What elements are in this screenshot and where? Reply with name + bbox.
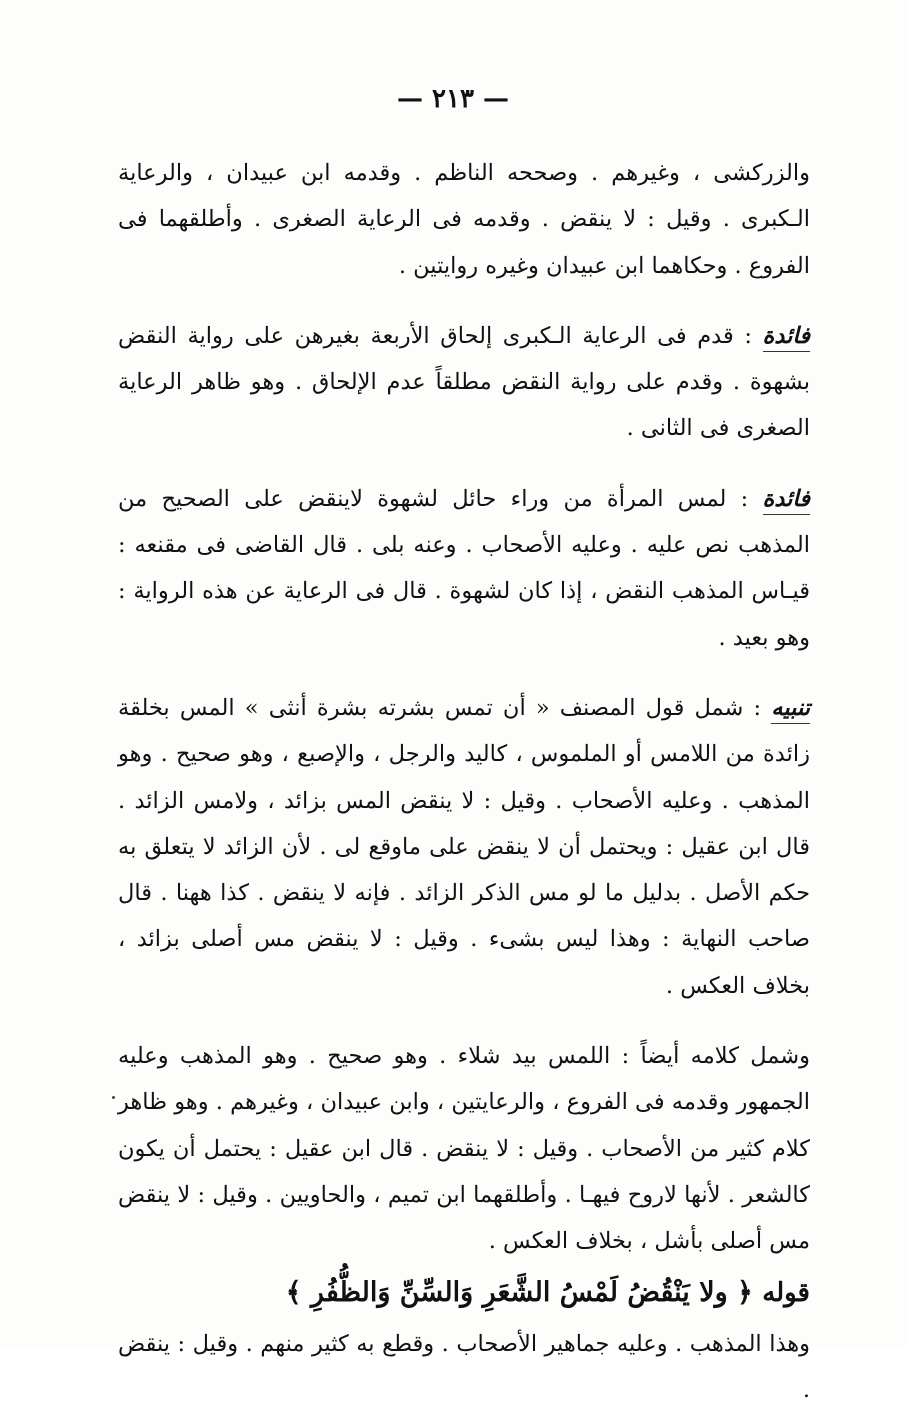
paragraph-lead: فائدة bbox=[763, 323, 810, 352]
qawl-heading bbox=[118, 1265, 810, 1321]
paragraph-text: : لمس المرأة من وراء حائل لشهوة لاينقض على الصحيح من المذهب نص عليه . وعليه الأصحاب . وعنه بلى . قال القاضى فى مقنعه : قيـاس المذهب النقض ، إذا كان لشهوة . قال فى الرعاية عن هذه الرواية : وهو بعيد . bbox=[118, 485, 810, 651]
paragraph-text: : قدم فى الرعاية الـكبرى إلحاق الأربعة بغيرهن على رواية النقض بشهوة . وقدم على رواية النقض مطلقاً عدم الإلحاق . وهو ظاهر الرعاية الصغرى فى الثانى . bbox=[118, 322, 810, 442]
paragraph-lead: تنبيه bbox=[771, 695, 810, 724]
qawl-label: قوله bbox=[762, 1277, 810, 1308]
paragraph-faida-1 bbox=[118, 313, 810, 452]
paragraph-faida-2 bbox=[118, 476, 810, 661]
paragraph bbox=[118, 1033, 810, 1264]
paragraph-lead: فائدة bbox=[763, 486, 810, 515]
paragraph-text: وهذا المذهب . وعليه جماهير الأصحاب . وقطع به كثير منهم . وقيل : ينقض . bbox=[118, 1330, 810, 1403]
qawl-quote: ﴿ ولا يَنْقُضُ لَمْسُ الشَّعَرِ وَالسِّنِّ وَالظُّفُرِ ﴾ bbox=[285, 1276, 753, 1308]
body-text bbox=[118, 150, 810, 1413]
paragraph-text: وشمل كلامه أيضاً : اللمس بيد شلاء . وهو صحيح . وهو المذهب وعليه الجمهور وقدمه فى الفروع ، والرعايتين ، وابن عبيدان ، وغيرهم . وهو ظاهر كلام كثير من الأصحاب . وقيل : لا ينقض . قال ابن عقيل : يحتمل أن يكون كالشعر . لأنها لاروح فيهـا . وأطلقهما ابن تميم ، والحاويين . وقيل : لا ينقض مس أصلى بأشل ، بخلاف العكس . bbox=[118, 1043, 810, 1255]
ink-speck bbox=[112, 1096, 115, 1099]
paragraph bbox=[118, 150, 810, 289]
paragraph-text: والزركشى ، وغيرهم . وصححه الناظم . وقدمه ابن عبيدان ، والرعاية الـكبرى . وقيل : لا ينقض . وقدمه فى الرعاية الصغرى . وأطلقهما فى الفروع . وحكاهما ابن عبيدان وغيره روايتين . bbox=[118, 160, 810, 279]
paragraph-tanbih bbox=[118, 685, 810, 1009]
paragraph-text: : شمل قول المصنف « أن تمس بشرته بشرة أنثى » المس بخلقة زائدة من اللامس أو الملموس ، كاليد والرجل ، والإصبع ، وهو صحيح . وهو المذهب . وعليه الأصحاب . وقيل : لا ينقض المس بزائد ، ولامس الزائد . قال ابن عقيل : ويحتمل أن لا ينقض على ماوقع لى . لأن الزائد لا يتعلق به حكم الأصل . بدليل ما لو مس الذكر الزائد . فإنه لا ينقض . كذا ههنا . قال صاحب النهاية : وهذا ليس بشىء . وقيل : لا ينقض مس أصلى بزائد ، بخلاف العكس . bbox=[118, 694, 810, 999]
page-number: — ٢١٣ — bbox=[396, 84, 510, 114]
final-paragraph bbox=[118, 1321, 810, 1413]
